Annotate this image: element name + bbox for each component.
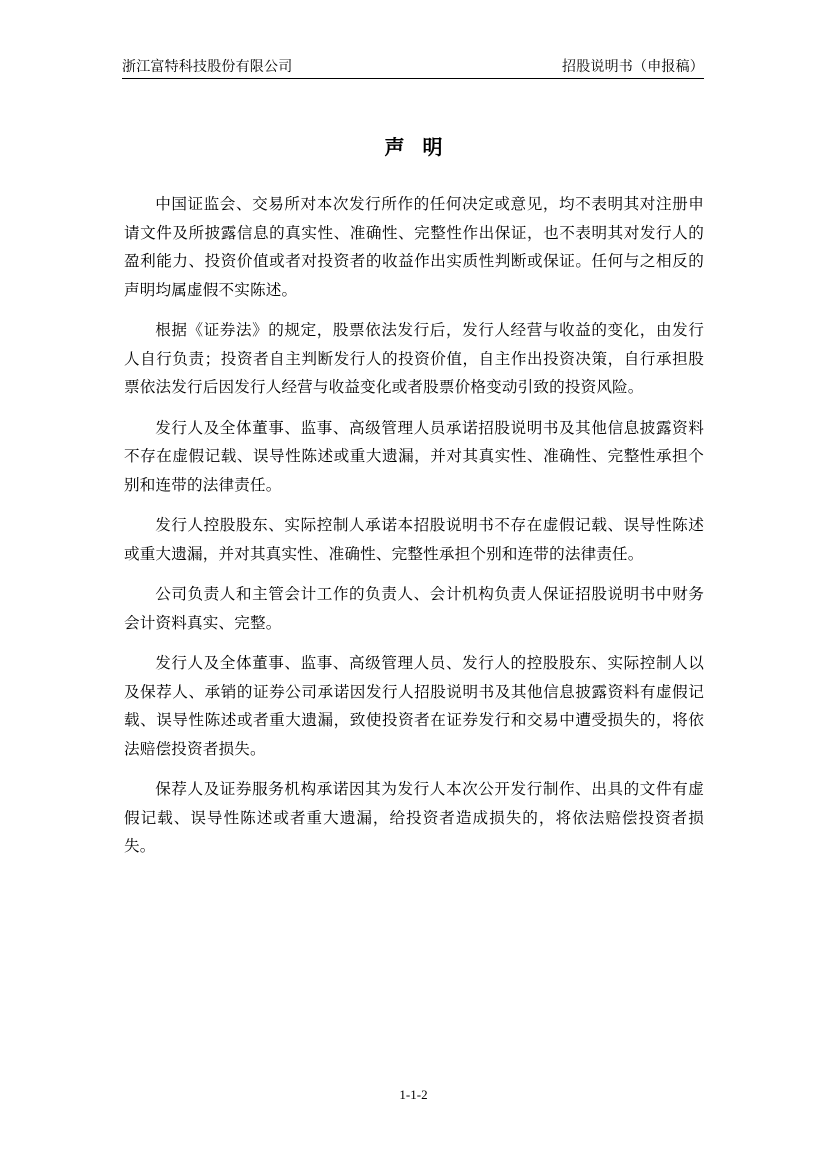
paragraph-financial-statement-guarantee: 公司负责人和主管会计工作的负责人、会计机构负责人保证招股说明书中财务会计资料真实、完整。	[124, 585, 704, 632]
page-title: 声明	[384, 135, 461, 159]
statement-body	[124, 190, 704, 873]
paragraph-regulator-disclaimer: 中国证监会、交易所对本次发行所作的任何决定或意见，均不表明其对注册申请文件及所披露信息的真实性、准确性、完整性作出保证，也不表明其对发行人的盈利能力、投资价值或者对投资者的收益作出实质性判断或保证。任何与之相反的声明均属虚假不实陈述。	[124, 195, 704, 299]
header-document-type: 招股说明书（申报稿）	[562, 59, 704, 75]
paragraph-investment-risk: 根据《证券法》的规定，股票依法发行后，发行人经营与收益的变化，由发行人自行负责；投资者自主判断发行人的投资价值，自主作出投资决策，自行承担股票依法发行后因发行人经营与收益变化或者股票价格变动引致的投资风险。	[124, 321, 704, 396]
page-number: 1-1-2	[399, 1087, 428, 1102]
header-company-name: 浙江富特科技股份有限公司	[122, 59, 293, 75]
paragraph-compensation-undertaking: 发行人及全体董事、监事、高级管理人员、发行人的控股股东、实际控制人以及保荐人、承销的证券公司承诺因发行人招股说明书及其他信息披露资料有虚假记载、误导性陈述或者重大遗漏，致使投资者在证券发行和交易中遭受损失的，将依法赔偿投资者损失。	[124, 654, 704, 758]
paragraph-sponsor-undertaking: 保荐人及证券服务机构承诺因其为发行人本次公开发行制作、出具的文件有虚假记载、误导性陈述或者重大遗漏，给投资者造成损失的，将依法赔偿投资者损失。	[124, 780, 704, 855]
paragraph-directors-undertaking: 发行人及全体董事、监事、高级管理人员承诺招股说明书及其他信息披露资料不存在虚假记载、误导性陈述或重大遗漏，并对其真实性、准确性、完整性承担个别和连带的法律责任。	[124, 418, 704, 494]
page-header	[122, 58, 704, 79]
paragraph-controlling-shareholder-undertaking: 发行人控股股东、实际控制人承诺本招股说明书不存在虚假记载、误导性陈述或重大遗漏，并对其真实性、准确性、完整性承担个别和连带的法律责任。	[124, 516, 704, 563]
